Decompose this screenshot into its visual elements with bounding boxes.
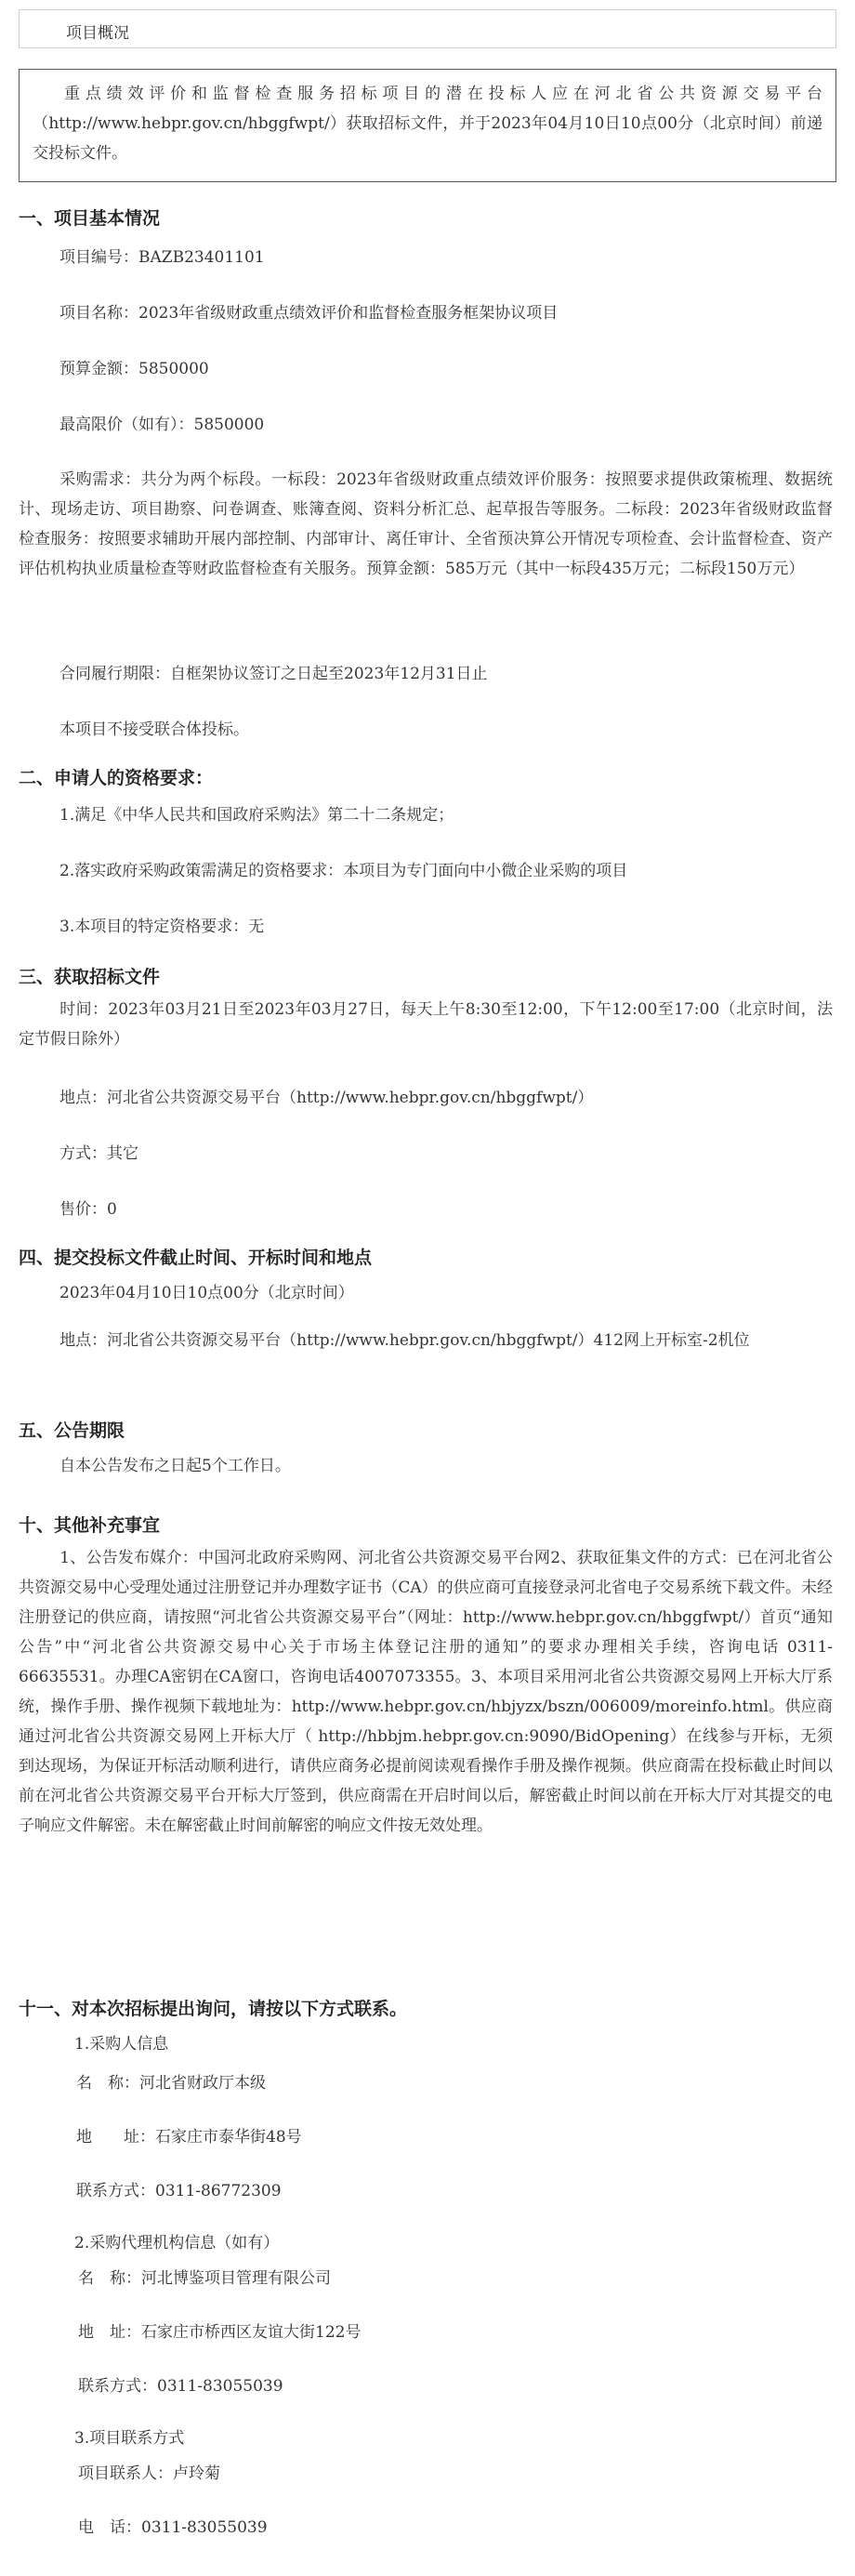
max-price: 最高限价（如有）：5850000 [59,416,265,434]
project-number: 项目编号：BAZB23401101 [59,248,265,267]
obtain-time: 时间：2023年03月21日至2023年03月27日，每天上午8:30至12:00，下午12:00至17:00（北京时间，法定节假日除外） [19,1000,833,1049]
notice-box: 重点绩效评价和监督检查服务招标项目的潜在投标人应在河北省公共资源交易平台（http://www.hebpr.gov.cn/hbggfwpt/）获取招标文件，并于2023年04月10日10点00分（北京时间）前递交投标文件。 [19,69,836,182]
project-contact-phone: 电 话：0311-83055039 [78,2518,268,2537]
buyer-name: 名 称：河北省财政厅本级 [76,2074,266,2093]
section-1-heading: 一、项目基本情况 [19,208,161,229]
project-contact-person: 项目联系人：卢玲菊 [78,2464,220,2483]
overview-title: 项目概况 [66,24,129,43]
contract-period: 合同履行期限：自框架协议签订之日起至2023年12月31日止 [59,665,488,683]
section-3-heading: 三、获取招标文件 [19,967,161,987]
announcement-period: 自本公告发布之日起5个工作日。 [59,1457,291,1475]
deadline-time: 2023年04月10日10点00分（北京时间） [59,1284,354,1302]
agency-address: 地 址：石家庄市桥西区友谊大街122号 [78,2323,362,2342]
obtain-method: 方式：其它 [59,1144,138,1163]
obtain-place: 地点：河北省公共资源交易平台（http://www.hebpr.gov.cn/hbggfwpt/） [59,1089,594,1107]
buyer-contact: 联系方式：0311-86772309 [76,2182,282,2200]
supplementary-notes: 1、公告发布媒介：中国河北政府采购网、河北省公共资源交易平台网2、获取征集文件的方式：已在河北省公共资源交易中心受理处通过注册登记并办理数字证书（CA）的供应商可直接登录河北省电子交易系统下载文件。未经注册登记的供应商，请按照“河北省公共资源交易平台”（网址：http://www.hebpr.gov.cn/hbggfwpt/）首页“通知公告”中“河北省公共资源交易中心关于市场主体登记注册的通知”的要求办理相关手续，咨询电话 0311-66635531。办理CA密钥在CA窗口，咨询电话4007073355。3、本项目采用河北省公共资源交易网上开标大厅系统，操作手册、操作视频下载地址为：http://www.hebpr.gov.cn/hbjyzx/bszn/006009/moreinfo.html。供应商通过河北省公共资源交易网上开标大厅（ http://hbbjm.hebpr.gov.cn:9090/BidOpening）在线参与开标，无须到达现场，为保证开标活动顺利进行，请供应商务必提前阅读观看操作手册及操作视频。供应商需在投标截止时间以前在河北省公共资源交易平台开标大厅签到，供应商需在开启时间以后，解密截止时间以前在开标大厅对其提交的电子响应文件解密。未在解密截止时间前解密的响应文件按无效处理。 [19,1549,833,1835]
section-11-heading: 十一、对本次招标提出询问，请按以下方式联系。 [19,1999,408,2019]
agency-contact: 联系方式：0311-83055039 [78,2377,283,2396]
section-4-heading: 四、提交投标文件截止时间、开标时间和地点 [19,1248,373,1268]
project-contact-title: 3.项目联系方式 [74,2429,185,2448]
section-2-heading: 二、申请人的资格要求： [19,768,214,788]
section-5-heading: 五、公告期限 [19,1420,125,1441]
buyer-address: 地 址：石家庄市泰华街48号 [76,2128,302,2147]
qualification-item-3: 3.本项目的特定资格要求：无 [59,918,265,936]
document-price: 售价：0 [59,1200,117,1219]
qualification-item-1: 1.满足《中华人民共和国政府采购法》第二十二条规定； [59,806,454,825]
section-10-heading: 十、其他补充事宜 [19,1515,161,1536]
no-consortium: 本项目不接受联合体投标。 [59,720,249,739]
agency-info-title: 2.采购代理机构信息（如有） [74,2234,280,2252]
buyer-info-title: 1.采购人信息 [74,2035,169,2054]
bid-opening-place: 地点：河北省公共资源交易平台（http://www.hebpr.gov.cn/hbggfwpt/）412网上开标室-2机位 [59,1331,750,1350]
qualification-item-2: 2.落实政府采购政策需满足的资格要求：本项目为专门面向中小微企业采购的项目 [59,862,628,880]
agency-name: 名 称：河北博鉴项目管理有限公司 [78,2269,331,2288]
project-name: 项目名称：2023年省级财政重点绩效评价和监督检查服务框架协议项目 [59,304,559,323]
procurement-requirements: 采购需求：共分为两个标段。一标段：2023年省级财政重点绩效评价服务：按照要求提供政策梳理、数据统计、现场走访、项目勘察、问卷调查、账簿查阅、资料分析汇总、起草报告等服务。二标段：2023年省级财政监督检查服务：按照要求辅助开展内部控制、内部审计、离任审计、全省预决算公开情况专项检查、会计监督检查、资产评估机构执业质量检查等财政监督检查有关服务。预算金额：585万元（其中一标段435万元；二标段150万元） [19,470,833,578]
budget-amount: 预算金额：5850000 [59,360,209,378]
overview-header [19,9,836,48]
